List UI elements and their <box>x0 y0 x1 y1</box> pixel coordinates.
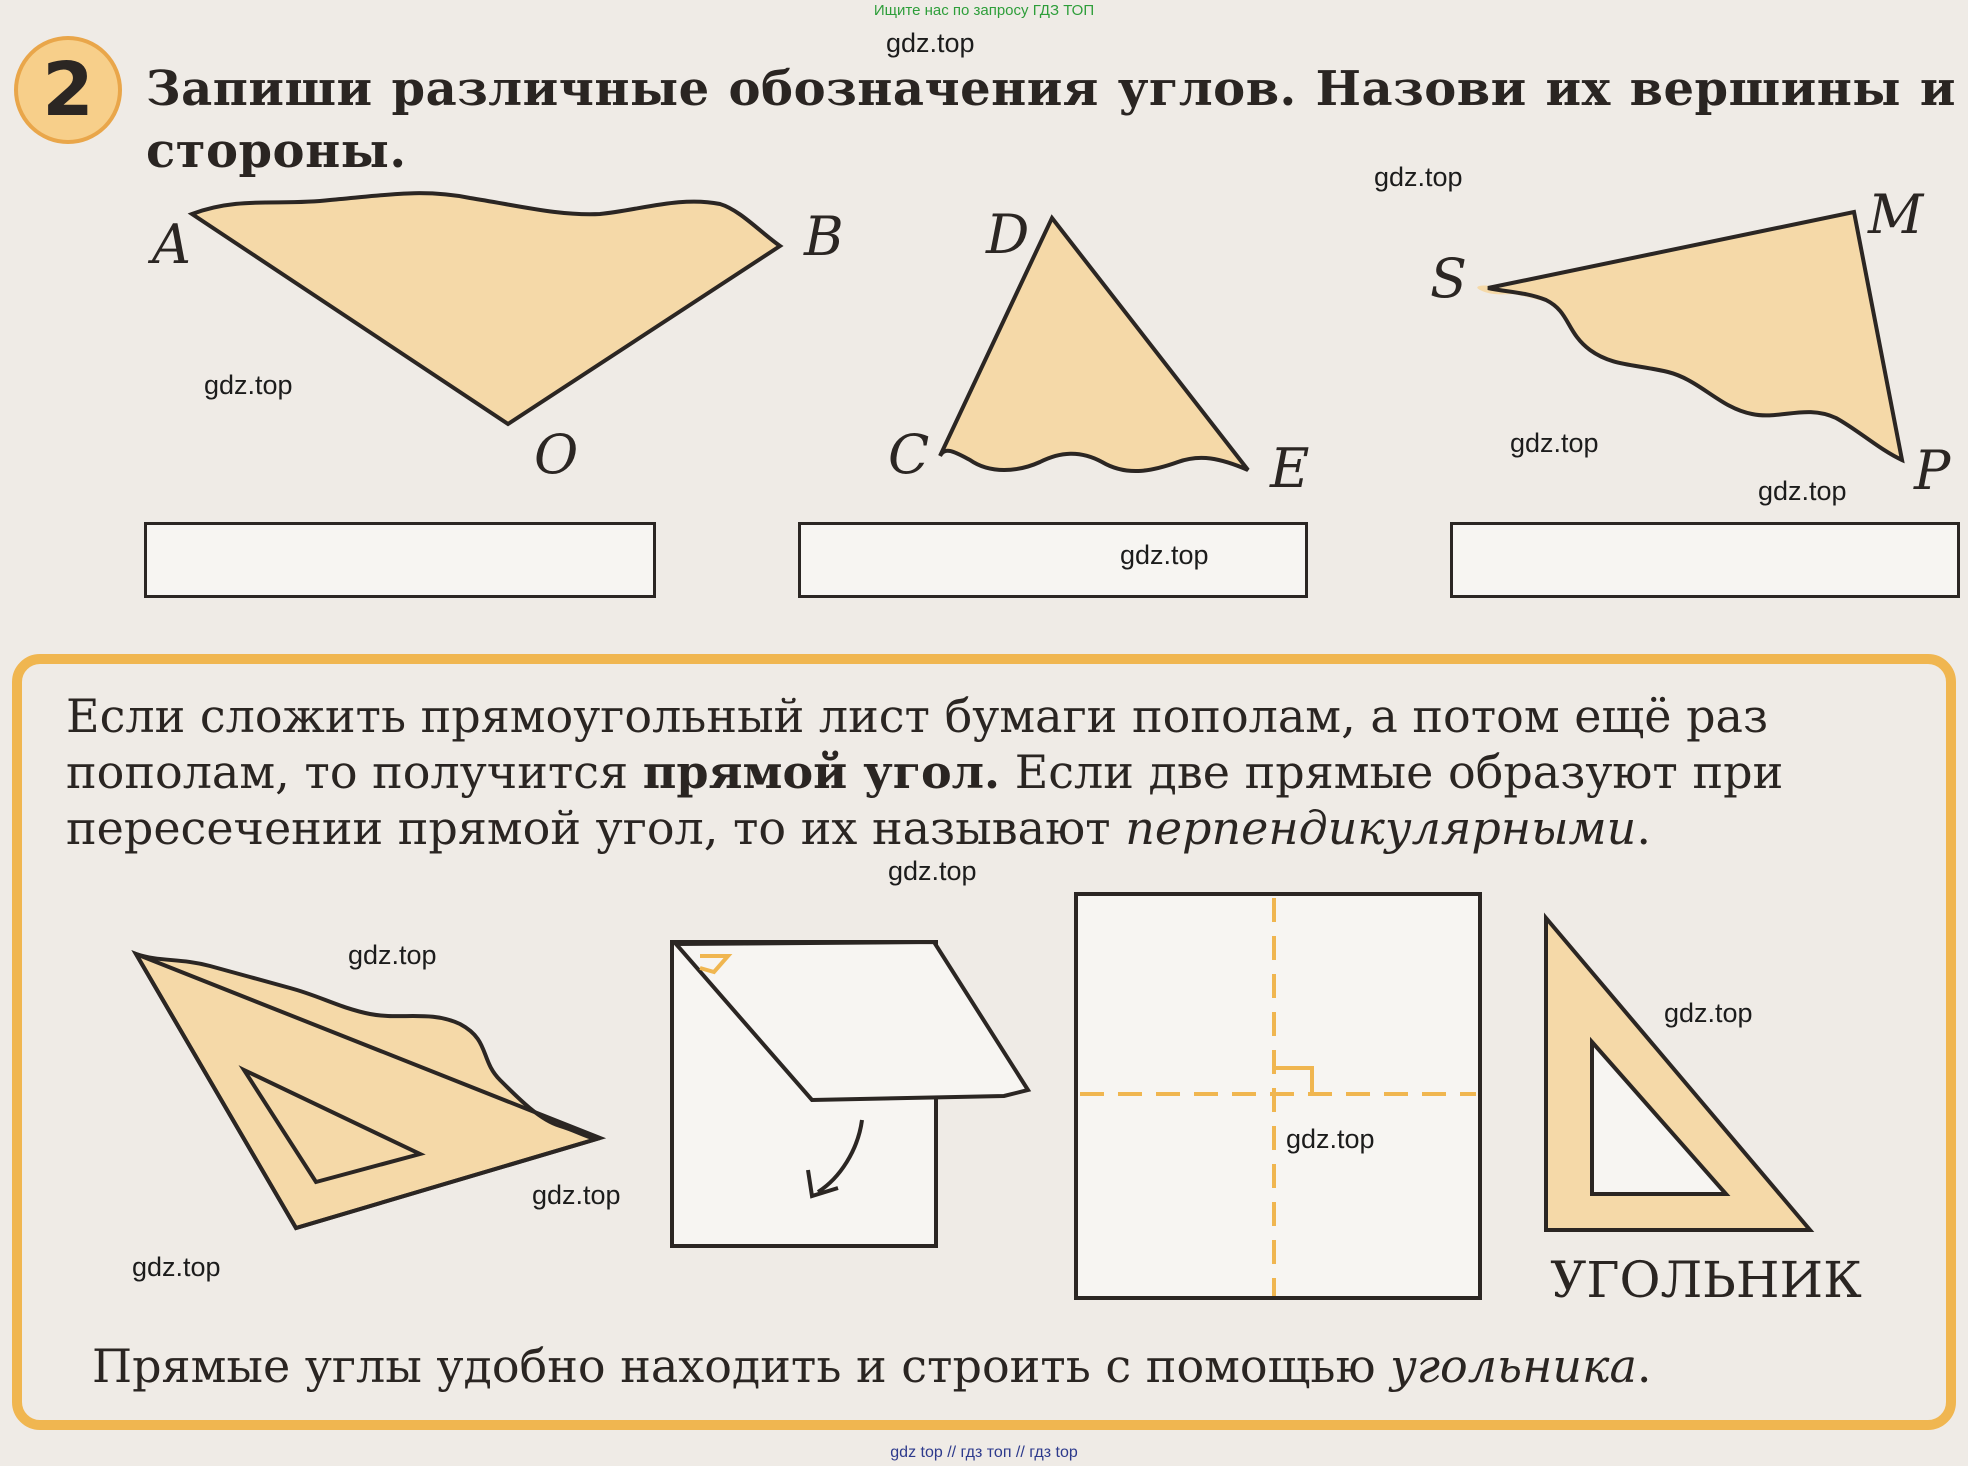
watermark: gdz.top <box>132 1252 221 1282</box>
info-text-bold: прямой угол. <box>642 745 1001 799</box>
watermark: gdz.top <box>204 370 293 400</box>
watermark: gdz.top <box>886 28 975 58</box>
top-banner[interactable]: Ищите нас по запросу ГДЗ ТОП <box>873 2 1095 19</box>
watermark: gdz.top <box>532 1180 621 1210</box>
watermark: gdz.top <box>348 940 437 970</box>
point-label-d: D <box>986 203 1030 266</box>
point-label-e: E <box>1270 437 1310 500</box>
watermark: gdz.top <box>1510 428 1599 458</box>
watermark: gdz.top <box>888 856 977 886</box>
bottom-text-part1: Прямые углы удобно находить и строить с помощью <box>92 1339 1391 1393</box>
point-label-p: P <box>1914 439 1951 502</box>
info-text-italic: перпендикулярными <box>1125 801 1637 855</box>
bottom-text-italic: угольника <box>1390 1339 1637 1393</box>
setsquare-label: УГОЛЬНИК <box>1550 1251 1862 1309</box>
bottom-text-part2: . <box>1636 1339 1652 1393</box>
watermark: gdz.top <box>1374 162 1463 192</box>
watermark: gdz.top <box>1758 476 1847 506</box>
point-label-o: O <box>534 423 579 486</box>
point-label-c: C <box>888 423 930 486</box>
point-label-s: S <box>1430 247 1467 310</box>
task-text: Запиши различные обозначения углов. Назови их вершины и стороны. <box>146 61 1956 179</box>
point-label-m: M <box>1868 183 1924 246</box>
info-text-part1: Если сложить прямоугольный лист бумаги пополам, а потом ещё раз пополам, то получится <box>66 689 1769 799</box>
task-number: 2 <box>42 47 94 133</box>
watermark: gdz.top <box>1664 998 1753 1028</box>
bottom-banner[interactable]: gdz top // гдз топ // гдз top <box>890 1444 1078 1461</box>
info-text-part2: Если две прямые образуют при пересечении прямой угол, то их называют <box>66 745 1784 855</box>
watermark: gdz.top <box>1120 540 1209 570</box>
info-text-part3: . <box>1636 801 1651 855</box>
folded-paper-shape <box>136 954 600 1228</box>
watermark: gdz.top <box>1286 1124 1375 1154</box>
bottom-text <box>92 1338 1912 1394</box>
point-label-a: A <box>152 213 191 276</box>
point-label-b: B <box>804 205 844 268</box>
